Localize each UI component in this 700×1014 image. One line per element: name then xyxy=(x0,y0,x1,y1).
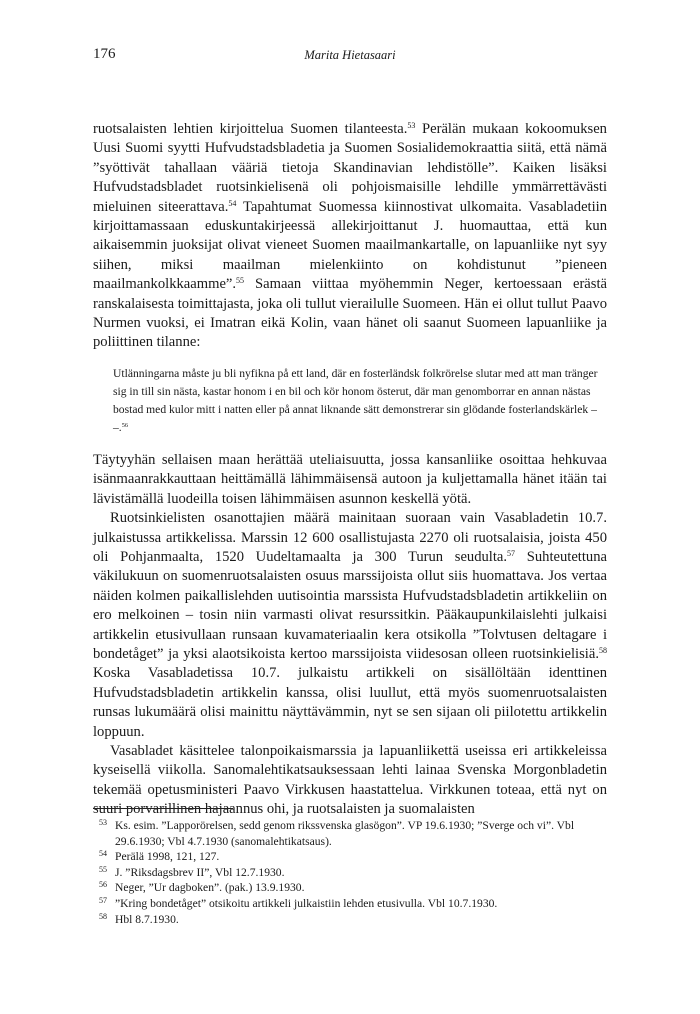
footnote-text: Neger, ”Ur dagboken”. (pak.) 13.9.1930. xyxy=(115,881,305,895)
footnote-number: 55 xyxy=(99,864,107,874)
footnote-number: 53 xyxy=(99,818,107,827)
footnote-number: 56 xyxy=(99,880,107,890)
footnote xyxy=(93,849,607,865)
footnote-ref-55[interactable]: 55 xyxy=(236,276,245,286)
footnote-number: 57 xyxy=(99,895,107,905)
page-header xyxy=(93,46,607,68)
running-head: Marita Hietasaari xyxy=(304,48,396,62)
footnote-text: ”Kring bondetåget” otsikoitu artikkeli julkaistiin lehden etusivulla. Vbl 10.7.1930. xyxy=(115,896,498,910)
footnote-text: Ks. esim. ”Lapporörelsen, sedd genom rikssvenska glasögon”. VP 19.6.1930; ”Sverge och vi”. Vbl 29.6.1930; Vbl 4.7.1930 (sanomalehtikatsaus). xyxy=(115,819,575,848)
footnote-text: Perälä 1998, 121, 127. xyxy=(115,850,220,864)
block-quote: Utlänningarna måste ju bli nyfikna på ett land, där en fosterländsk folkrörelse slutar med att man tränger sig in till sin nästa, kastar honom i en bil och kör honom österut, där man genomborrar en annan nästas bostad med kulor mitt i natten eller på annat liknande sätt demonstrerar sin glödande fosterlandskärlek – –.$^{56}$ xyxy=(113,366,598,434)
footnote-number: 54 xyxy=(99,849,107,859)
footnote xyxy=(93,912,607,928)
footnote-ref-58[interactable]: 58 xyxy=(598,645,607,655)
footnote-divider xyxy=(93,808,233,809)
footnote xyxy=(93,865,607,881)
footnote xyxy=(93,818,607,849)
footnotes xyxy=(93,818,607,927)
footnote xyxy=(93,880,607,896)
footnote-ref-57[interactable]: 57 xyxy=(507,548,516,558)
footnote-ref-54[interactable]: 54 xyxy=(228,198,237,208)
paragraph-4: Vasabladet käsittelee talonpoikaismarssia ja lapuanliikettä useissa eri artikkeleissa kyseisellä viikolla. Sanomalehtikatsauksessaan lehti lainaa Svenska Morgonbladetin tekemää opetusministeri Paavo Virkkusen haastattelua. Virkkunen toteaa, että nyt on suuri porvarillinen hajaannus ohi, ja ruotsalaisten ja suomalaisten xyxy=(93,742,607,818)
paragraph-1: ruotsalaisten lehtien kirjoittelua Suomen tilanteesta.$^{53}$ Perälän mukaan kokoomuksen Uusi Suomi syytti Hufvudstadsbladetia ja Suomen Sosialidemokraattia siitä, että nämä ”syöttivät tahallaan vääriä tietoja Skandinavian lehdistölle”. Kaiken lisäksi Hufvudstadsbladet ruotsinkielisenä oli pohjoismaisille lehdille ymmärrettävästi mieluinen siteerattava.$^{54}$ Tapahtumat Suomessa kiinnostivat ulkomaita. Vasabladetiin kirjoittamassaan eduskuntakirjeessä allekirjoittanut J. huomauttaa, että kun aikaisemmin juoksijat olivat vieneet Suomen maailmankartalle, on lapuanliike nyt syy siihen, miksi maailman mielenkiinto on kohdistunut ”pieneen maailmankolkkaamme”.$^{55}$ Samaan viittaa myöhemmin Neger, kertoessaan erästä ranskalaisesta toimittajasta, joka oli tullut vierailulle Suomeen. Hän ei ollut tullut Paavo Nurmen vuoksi, ei Imatran eikä Kolin, vaan hänet oli saanut Suomeen lapuanliike ja poliittinen tilanne: xyxy=(93,120,608,351)
page-number: 176 xyxy=(93,46,116,62)
footnote-text: J. ”Riksdagsbrev II”, Vbl 12.7.1930. xyxy=(115,865,285,879)
paragraph-2: Täytyyhän sellaisen maan herättää uteliaisuutta, jossa kansanliike osoittaa hehkuvaa isänmaanrakkauttaan heittämällä lähimmäisensä autoon ja kuljettamalla hänet itään tai lävistämällä luodeilla toisen lähimmäisen asunnon keskellä yötä. xyxy=(93,451,607,507)
footnote xyxy=(93,896,607,912)
body-text xyxy=(93,120,607,820)
footnote-ref-53[interactable]: 53 xyxy=(407,120,416,130)
footnote-text: Hbl 8.7.1930. xyxy=(115,912,179,926)
paragraph-3: Ruotsinkielisten osanottajien määrä mainitaan suoraan vain Vasabladetin 10.7. julkaistussa artikkelissa. Marssin 12 600 osallistujasta 2270 oli ruotsalaisia, joista 450 oli Pohjanmaalta, 1520 Uudeltamaalta ja 300 Turun seudulta.$^{57}$ Suhteutettuna väkilukuun on suomenruotsalaisten osuus marssijoista ollut siis huomattava. Jos vertaa näiden kolmen paikallislehden uutisointia marssista Hufvudstadsbladetin artikkeliin on ero melkoinen – tosin niin varmasti olivat resurssitkin. Pääkaupunkilaislehti julkaisi artikkelin etusivullaan runsaan kuvamateriaalin kera otsikolla ”Tolvtusen deltagare i bondetåget” ja yksi alaotsikoista kertoo marssijoista viidesosan olleen ruotsinkielisiä.$^{58}$ Koska Vasabladetissa 10.7. julkaistu artikkeli on sisällöltään identtinen Hufvudstadsbladetin artikkelin kanssa, olisi luullut, että myös suomenruotsalaisten runsas lukumäärä olisi mainittu näyttävämmin, nyt se sen sijaan oli piilotettu artikkelin loppuun. xyxy=(93,510,607,740)
footnote-ref-56[interactable]: 56 xyxy=(121,421,129,429)
footnote-number: 58 xyxy=(99,911,107,921)
